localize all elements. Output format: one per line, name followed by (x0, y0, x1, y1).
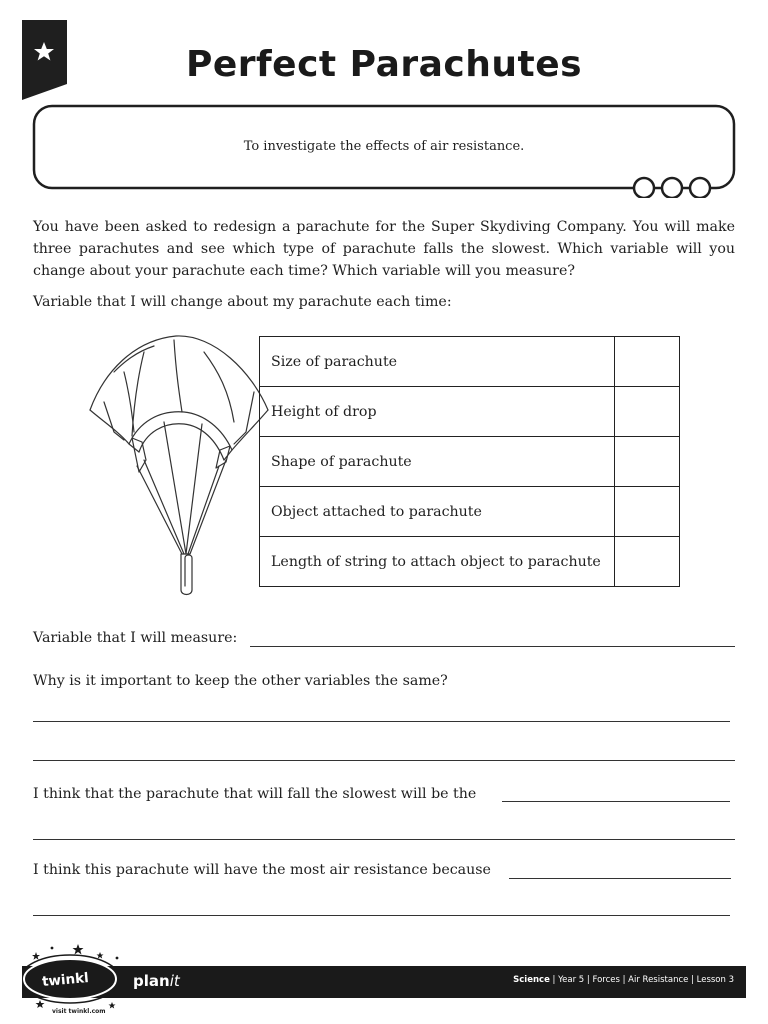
variable-label: Shape of parachute (260, 437, 615, 487)
parachute-illustration (84, 332, 274, 602)
variable-label: Height of drop (260, 387, 615, 437)
why-prompt: Why is it important to keep the other variables the same? (33, 673, 448, 689)
tick-box[interactable] (615, 487, 680, 537)
variable-label: Object attached to parachute (260, 487, 615, 537)
subject-label: Science (513, 975, 550, 985)
variable-label: Size of parachute (260, 337, 615, 387)
air-resistance-answer-line[interactable] (33, 915, 730, 916)
tick-box[interactable] (615, 437, 680, 487)
air-resistance-prompt: I think this parachute will have the most air resistance because (33, 862, 491, 878)
table-row (260, 387, 680, 437)
planit-brand: planit (133, 972, 180, 990)
slowest-prompt: I think that the parachute that will fall the slowest will be the (33, 786, 477, 802)
measure-answer-line[interactable] (250, 646, 735, 647)
table-row (260, 487, 680, 537)
table-row (260, 437, 680, 487)
variables-table (259, 336, 680, 587)
air-resistance-answer-line[interactable] (509, 878, 731, 879)
why-answer-line[interactable] (33, 760, 735, 761)
tick-box[interactable] (615, 337, 680, 387)
variable-change-prompt: Variable that I will change about my parachute each time: (33, 294, 452, 310)
slowest-answer-line[interactable] (33, 839, 735, 840)
tick-box[interactable] (615, 537, 680, 587)
aim-text: To investigate the effects of air resistance. (243, 139, 525, 154)
lesson-info (513, 975, 734, 985)
page-title: Perfect Parachutes (185, 44, 583, 85)
variable-label: Length of string to attach object to parachute (260, 537, 615, 587)
table-row (260, 337, 680, 387)
intro-paragraph: You have been asked to redesign a parachute for the Super Skydiving Company. You will make three parachutes and see which type of parachute falls the slowest. Which variable will you change about your parachute each time? Which variable will you measure? (33, 219, 735, 279)
why-answer-line[interactable] (33, 721, 730, 722)
visit-link[interactable]: visit twinkl.com (52, 1008, 106, 1015)
slowest-answer-line[interactable] (502, 801, 730, 802)
table-row (260, 537, 680, 587)
measure-prompt: Variable that I will measure: (33, 630, 238, 646)
circles-icon (634, 178, 710, 198)
tick-box[interactable] (615, 387, 680, 437)
lesson-details: | Year 5 | Forces | Air Resistance | Lesson 3 (549, 975, 734, 985)
twinkl-logo-text: twinkl (41, 969, 90, 991)
